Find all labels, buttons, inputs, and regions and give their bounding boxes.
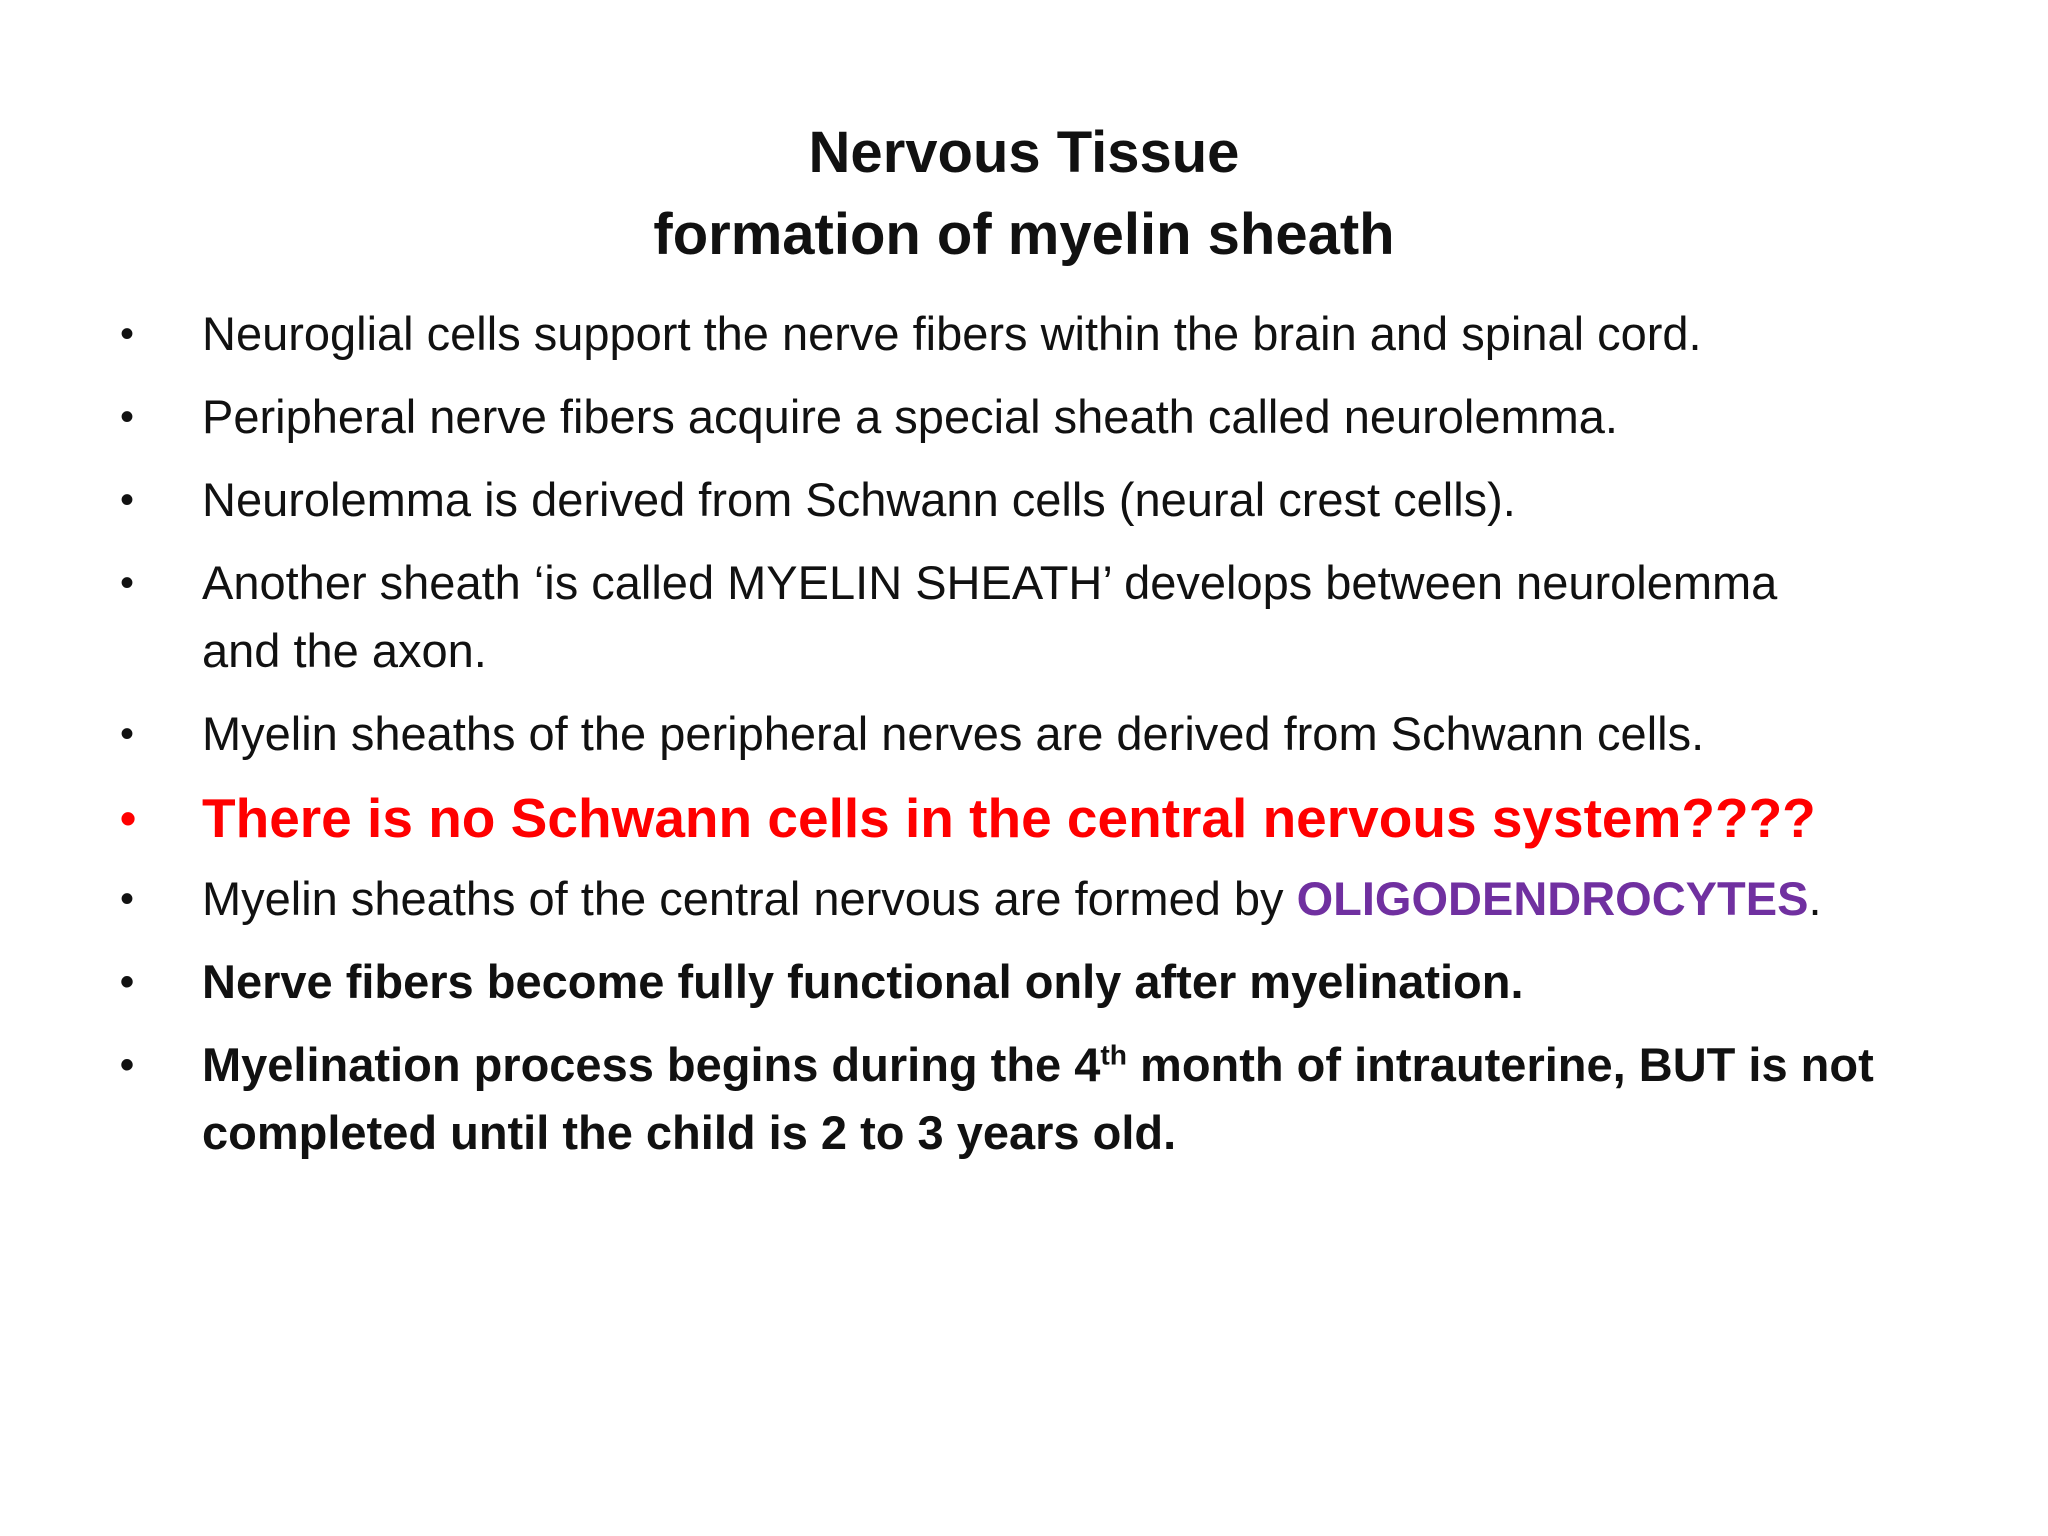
bullet-text: Myelin sheaths of the central nervous are formed by [202, 872, 1297, 925]
bullet-dot-icon: • [120, 312, 135, 356]
bullet-text: Nerve fibers become fully functional only after myelination. [202, 955, 1524, 1008]
bullet-text: Neurolemma is derived from Schwann cells (neural crest cells). [202, 473, 1516, 526]
bullet-item [120, 383, 2000, 451]
bullet-item [120, 466, 2000, 534]
title-line-1: Nervous Tissue [808, 120, 1240, 185]
bullet-text: Peripheral nerve fibers acquire a special sheath called neurolemma. [202, 390, 1618, 443]
bullet-dot-icon: • [120, 1043, 135, 1087]
oligodendrocytes-term: OLIGODENDROCYTES [1296, 872, 1809, 925]
slide-title [0, 112, 2048, 276]
bullet-text-line-2: and the axon. [202, 624, 487, 677]
bullet-dot-icon: • [120, 960, 135, 1004]
bullet-item [120, 700, 2000, 768]
bullet-text: Myelin sheaths of the peripheral nerves are derived from Schwann cells. [202, 707, 1705, 760]
bullet-dot-icon: • [120, 561, 135, 605]
ordinal-suffix: th [1100, 1038, 1127, 1071]
bullet-text-line-1: Another sheath ‘is called MYELIN SHEATH’ develops between neurolemma [202, 556, 1778, 609]
bullet-dot-icon: • [120, 478, 135, 522]
bullet-text: Myelination process begins during the 4 [202, 1038, 1101, 1091]
bullet-dot-icon: • [120, 792, 137, 844]
bullet-text: There is no Schwann cells in the central nervous system???? [202, 787, 1816, 849]
bullet-text-line-2: completed until the child is 2 to 3 years old. [202, 1106, 1177, 1159]
bullet-dot-icon: • [120, 395, 135, 439]
bullet-item-highlight [120, 779, 2000, 857]
bullet-dot-icon: • [120, 877, 135, 921]
bullet-item [120, 1031, 2000, 1167]
bullet-item [120, 948, 2000, 1016]
bullet-text: Neuroglial cells support the nerve fibers within the brain and spinal cord. [202, 307, 1702, 360]
bullet-text-suffix: . [1808, 872, 1822, 925]
title-line-2: formation of myelin sheath [653, 202, 1395, 267]
bullet-item [120, 865, 2000, 933]
bullet-item [120, 549, 2000, 685]
bullet-text-cont: month of intrauterine, BUT is not [1126, 1038, 1874, 1091]
bullet-list [120, 300, 2000, 1182]
bullet-item [120, 300, 2000, 368]
bullet-dot-icon: • [120, 712, 135, 756]
